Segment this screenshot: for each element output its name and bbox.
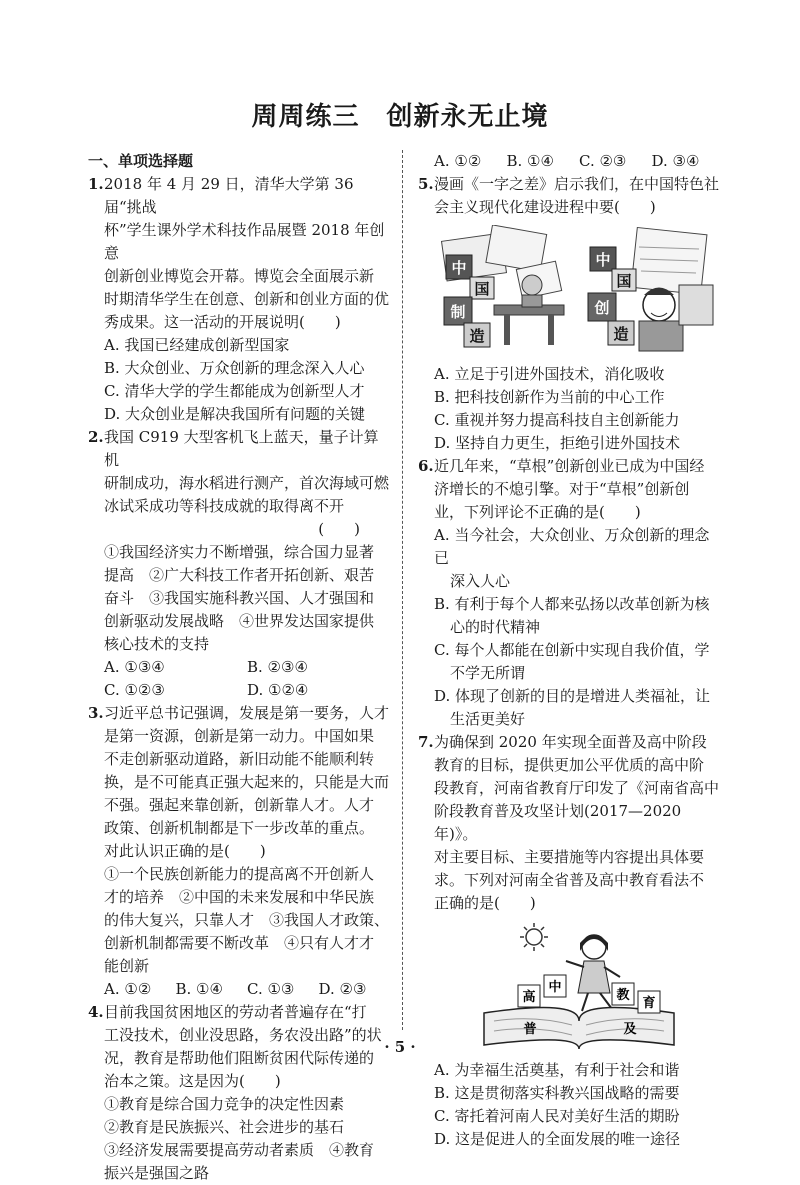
- statement: 创新驱动发展战略 ④世界发达国家提供: [104, 612, 375, 630]
- option-text: B. 有利于每个人都来弘扬以改革创新为核: [434, 595, 710, 613]
- option-row: [88, 978, 390, 1001]
- option: D. ②③: [318, 980, 367, 998]
- cartoon-char: 中: [451, 259, 467, 277]
- option: [418, 593, 724, 639]
- page-number: · 5 ·: [384, 1038, 416, 1056]
- question-text: 不走创新驱动道路，新旧动能不能顺利转: [104, 750, 375, 768]
- question-text: 2018 年 4 月 29 日，清华大学第 36 届“挑战: [104, 175, 354, 216]
- statement: ①我国经济实力不断增强，综合国力显著: [104, 543, 375, 561]
- option-text: 生活更美好: [450, 710, 526, 728]
- option-text: 心的时代精神: [450, 618, 541, 636]
- cartoon-made-vs-created: [434, 225, 724, 357]
- option: C. ②③: [579, 152, 627, 170]
- option-text: C. 每个人都能在创新中实现自我价值，学: [434, 641, 710, 659]
- option: C. ①③: [247, 980, 295, 998]
- option: A. 我国已经建成创新型国家: [104, 336, 290, 354]
- question-number: 7.: [418, 733, 434, 751]
- option-text: D. 体现了创新的目的是增进人类福祉，让: [434, 687, 711, 705]
- option: A. ①②: [434, 152, 482, 170]
- question-text: 正确的是( ): [434, 894, 536, 912]
- statement: ③经济发展需要提高劳动者素质 ④教育: [104, 1141, 375, 1159]
- option-text: 深入人心: [450, 572, 511, 590]
- question-text: 我国 C919 大型客机飞上蓝天，量子计算机: [104, 428, 379, 469]
- question-number: 1.: [88, 175, 104, 193]
- option: B. 这是贯彻落实科教兴国战略的需要: [434, 1084, 680, 1102]
- option: C. 重视并努力提高科技自主创新能力: [434, 411, 680, 429]
- question-text: 对主要目标、主要措施等内容提出具体要: [434, 848, 705, 866]
- question-text: 秀成果。这一活动的开展说明( ): [104, 313, 341, 331]
- question-number: 6.: [418, 457, 434, 475]
- option: D. 坚持自力更生，拒绝引进外国技术: [434, 434, 681, 452]
- option: A. ①③④: [104, 658, 165, 676]
- option-row: [88, 656, 390, 679]
- option: B. ①④: [175, 980, 223, 998]
- question-7: [418, 731, 724, 915]
- question-number: 2.: [88, 428, 104, 446]
- page-title: 周周练三 创新永无止境: [251, 102, 549, 132]
- question-text: 阶段教育普及攻坚计划(2017—2020 年)》。: [434, 802, 682, 843]
- question-3: [88, 702, 390, 863]
- option: A. ①②: [104, 980, 152, 998]
- question-text: 时期清华学生在创意、创新和创业方面的优: [104, 290, 390, 308]
- option-row: [88, 679, 390, 702]
- right-column: [418, 150, 724, 1151]
- question-5: [418, 173, 724, 219]
- cartoon-char: 中: [595, 251, 611, 269]
- question-text: 目前我国贫困地区的劳动者普遍存在“打: [104, 1003, 367, 1021]
- cartoon-char: 国: [616, 272, 632, 290]
- statement: ②教育是民族振兴、社会进步的基石: [104, 1118, 345, 1136]
- cartoon-char: 国: [474, 280, 490, 298]
- cartoon-education-book: [434, 921, 724, 1053]
- left-column: [88, 150, 390, 1185]
- question-text: 教育的目标，提供更加公平优质的高中阶: [434, 756, 705, 774]
- statement: ①教育是综合国力竞争的决定性因素: [104, 1095, 345, 1113]
- cartoon-char: 普: [523, 1022, 537, 1037]
- question-number: 3.: [88, 704, 104, 722]
- question-text: 会主义现代化建设进程中要( ): [434, 198, 656, 216]
- question-text: 不强。强起来靠创新，创新靠人才。人才: [104, 796, 375, 814]
- cartoon-char: 制: [450, 303, 466, 321]
- option: B. 大众创业、万众创新的理念深入人心: [104, 359, 365, 377]
- cartoon-char: 及: [623, 1022, 637, 1037]
- column-divider: [402, 150, 403, 1030]
- cartoon-char: 造: [613, 325, 629, 343]
- question-text: 治本之策。这是因为( ): [104, 1072, 281, 1090]
- question-text: 漫画《一字之差》启示我们，在中国特色社: [434, 175, 720, 193]
- section-heading: 一、单项选择题: [88, 152, 194, 170]
- question-text: 政策、创新机制都是下一步改革的重点。: [104, 819, 375, 837]
- cartoon-char: 造: [469, 327, 485, 345]
- question-text: 济增长的不熄引擎。对于“草根”创新创: [434, 480, 690, 498]
- question-text: 况，教育是帮助他们阻断贫困代际传递的: [104, 1049, 375, 1067]
- option: D. 这是促进人的全面发展的唯一途径: [434, 1130, 681, 1148]
- statement: ①一个民族创新能力的提高离不开创新人: [104, 865, 375, 883]
- question-text: 研制成功，海水稻进行测产，首次海域可燃: [104, 474, 390, 492]
- option: C. ①②③: [104, 681, 165, 699]
- option: C. 寄托着河南人民对美好生活的期盼: [434, 1107, 680, 1125]
- question-text: 杯”学生课外学术科技作品展暨 2018 年创意: [104, 221, 385, 262]
- question-text: 创新创业博览会开幕。博览会全面展示新: [104, 267, 375, 285]
- question-text: 工没技术，创业没思路，务农没出路”的状: [104, 1026, 382, 1044]
- option: [418, 685, 724, 731]
- option-text: A. 当今社会，大众创业、万众创新的理念已: [434, 526, 710, 567]
- question-text: 段教育，河南省教育厅印发了《河南省高中: [434, 779, 720, 797]
- question-text: 近几年来，“草根”创新创业已成为中国经: [434, 457, 705, 475]
- statement: 奋斗 ③我国实施科教兴国、人才强国和: [104, 589, 375, 607]
- option: D. 大众创业是解决我国所有问题的关键: [104, 405, 366, 423]
- option: D. ①②④: [247, 681, 309, 699]
- question-text: 习近平总书记强调，发展是第一要务，人才: [104, 704, 390, 722]
- book-illustration: [434, 921, 724, 1053]
- question-text: 为确保到 2020 年实现全面普及高中阶段: [434, 733, 707, 751]
- statement: 振兴是强国之路: [104, 1164, 210, 1182]
- option: B. ①④: [506, 152, 554, 170]
- option: A. 为幸福生活奠基，有利于社会和谐: [434, 1061, 680, 1079]
- option: [418, 524, 724, 593]
- statement: 的伟大复兴，只靠人才 ③我国人才政策、: [104, 911, 390, 929]
- option: D. ③④: [651, 152, 700, 170]
- question-text: 业，下列评论不正确的是( ): [434, 503, 641, 521]
- question-1: [88, 173, 390, 334]
- question-text: 换，是不可能真正强大起来的，只能是大而: [104, 773, 390, 791]
- question-text: 求。下列对河南全省普及高中教育看法不: [434, 871, 705, 889]
- statement: 提高 ②广大科技工作者开拓创新、艰苦: [104, 566, 375, 584]
- answer-paren: ( ): [318, 520, 360, 538]
- question-text: 是第一资源，创新是第一动力。中国如果: [104, 727, 375, 745]
- cartoon-char: 高: [522, 990, 536, 1005]
- option: [418, 639, 724, 685]
- question-number: 5.: [418, 175, 434, 193]
- question-text: 对此认识正确的是( ): [104, 842, 266, 860]
- option: B. 把科技创新作为当前的中心工作: [434, 388, 665, 406]
- question-6: [418, 455, 724, 524]
- cartoon-char: 创: [594, 299, 610, 317]
- statement: 才的培养 ②中国的未来发展和中华民族: [104, 888, 375, 906]
- statement: 能创新: [104, 957, 150, 975]
- option: A. 立足于引进外国技术，消化吸收: [434, 365, 665, 383]
- question-2: [88, 426, 390, 518]
- question-number: 4.: [88, 1003, 104, 1021]
- option-text: 不学无所谓: [450, 664, 526, 682]
- cartoon-char: 教: [616, 988, 630, 1003]
- option: C. 清华大学的学生都能成为创新型人才: [104, 382, 365, 400]
- question-text: 冰试采成功等科技成就的取得离不开: [104, 497, 345, 515]
- cartoon-char: 中: [548, 980, 562, 995]
- statement: 创新机制都需要不断改革 ④只有人才才: [104, 934, 375, 952]
- statement: 核心技术的支持: [104, 635, 210, 653]
- option-row: [418, 150, 724, 173]
- cartoon-illustration: [434, 225, 724, 357]
- cartoon-char: 育: [642, 996, 656, 1011]
- option: B. ②③④: [247, 658, 308, 676]
